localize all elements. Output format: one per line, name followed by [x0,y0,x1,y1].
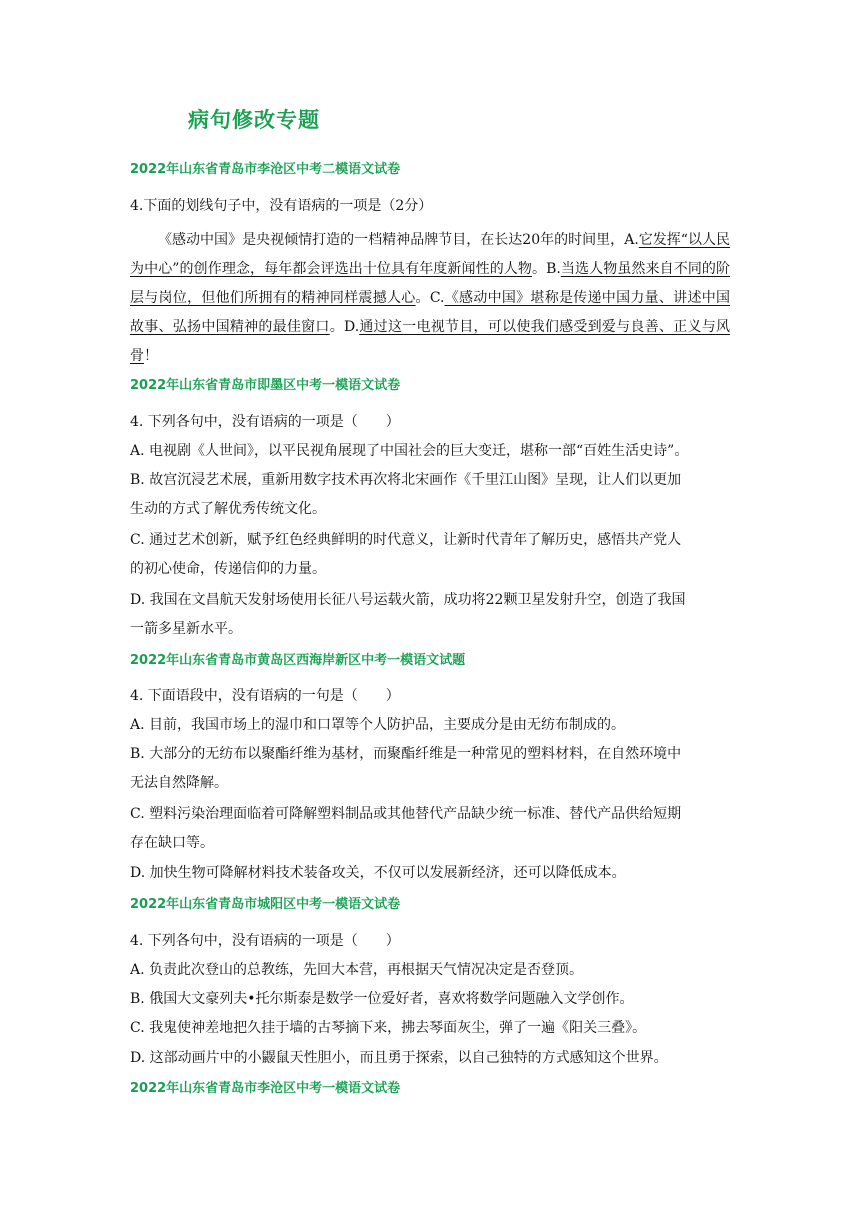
passage-intro: 《感动中国》是央视倾情打造的一档精神品牌节目，在长达20年的时间里， [158,232,625,248]
underlined-sentence-b: 当选人物虽然来自不同的阶层与岗位，但他们所拥有的精神同样震撼人心 [130,261,731,306]
option-label: A. [624,232,639,248]
option-c: C. 塑料污染治理面临着可降解塑料制品或其他替代产品缺少统一标准、替代产品供给短期 [130,806,682,822]
punctuation: 。 [415,290,430,306]
option-d: D. 这部动画片中的小鼹鼠天性胆小，而且勇于探索，以自己独特的方式感知这个世界。 [130,1050,668,1066]
option-c: C. 我鬼使神差地把久挂于墙的古琴摘下来，拂去琴面灰尘，弹了一遍《阳关三叠》。 [130,1020,647,1036]
section-heading: 2022年山东省青岛市即墨区中考一模语文试卷 [130,378,401,393]
option-label: D. [343,319,360,335]
question-passage [130,226,730,371]
option-a: A. 电视剧《人世间》，以平民视角展现了中国社会的巨大变迁，堪称一部“百姓生活史诗”。 [130,443,689,459]
option-d-continued: 一箭多星新水平。 [130,621,242,637]
punctuation: 。 [531,261,547,277]
option-b-continued: 生动的方式了解优秀传统文化。 [130,501,326,517]
option-c-continued: 存在缺口等。 [130,835,214,851]
option-d: D. 加快生物可降解材料技术装备攻关，不仅可以发展新经济，还可以降低成本。 [130,865,626,881]
document-title: 病句修改专题 [188,108,320,132]
option-b: B. 俄国大文豪列夫•托尔斯泰是数学一位爱好者，喜欢将数学问题融入文学创作。 [130,991,634,1007]
question-stem: 4.下面的划线句子中，没有语病的一项是（2分） [130,198,433,214]
underlined-sentence-a: 它发挥“以人民为中心”的创作理念，每年都会评选出十位具有年度新闻性的人物 [130,232,730,277]
option-a: A. 目前，我国市场上的湿巾和口罩等个人防护品，主要成分是由无纺布制成的。 [130,717,626,733]
option-label: C. [429,290,445,306]
question-stem: 4. 下列各句中，没有语病的一项是（ ） [130,414,400,430]
section-heading: 2022年山东省青岛市黄岛区西海岸新区中考一模语文试题 [130,653,466,668]
section-heading: 2022年山东省青岛市李沧区中考一模语文试卷 [130,1081,401,1096]
question-stem: 4. 下面语段中，没有语病的一句是（ ） [130,688,400,704]
option-d: D. 我国在文昌航天发射场使用长征八号运载火箭，成功将22颗卫星发射升空，创造了我国 [130,592,686,608]
option-c-continued: 的初心使命，传递信仰的力量。 [130,561,326,577]
punctuation: 。 [329,319,344,335]
option-a: A. 负责此次登山的总教练，先回大本营，再根据天气情况决定是否登顶。 [130,962,584,978]
underlined-sentence-c: 《感动中国》堪称是传递中国力量、讲述中国故事、弘扬中国精神的最佳窗口 [130,290,731,335]
section-heading: 2022年山东省青岛市李沧区中考二模语文试卷 [130,162,401,177]
underlined-sentence-d: 通过这一电视节目，可以使我们感受到爱与良善、正义与风骨 [130,319,731,364]
option-b: B. 故宫沉浸艺术展，重新用数字技术再次将北宋画作《千里江山图》呈现，让人们以更加 [130,472,682,488]
section-heading: 2022年山东省青岛市城阳区中考一模语文试卷 [130,897,401,912]
punctuation: ！ [144,348,158,364]
option-b-continued: 无法自然降解。 [130,775,228,791]
option-c: C. 通过艺术创新，赋予红色经典鲜明的时代意义，让新时代青年了解历史，感悟共产党人 [130,532,682,548]
option-label: B. [546,261,561,277]
question-stem: 4. 下列各句中，没有语病的一项是（ ） [130,933,400,949]
option-b: B. 大部分的无纺布以聚酯纤维为基材，而聚酯纤维是一种常见的塑料材料，在自然环境中 [130,746,682,762]
